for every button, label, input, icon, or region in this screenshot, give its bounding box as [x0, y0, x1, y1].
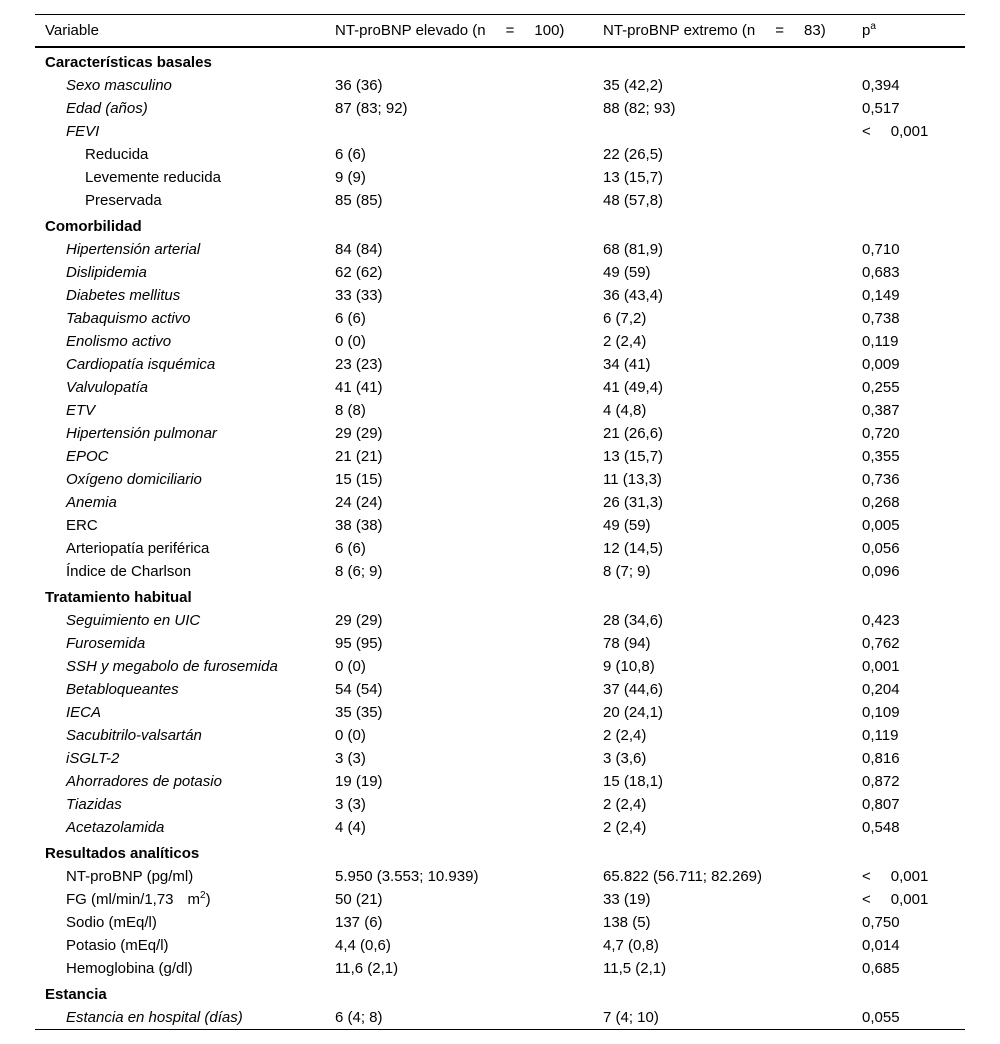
row-extremo-value: 4 (4,8)	[603, 402, 647, 419]
table-row	[35, 793, 965, 816]
section-header-row	[35, 212, 965, 238]
row-extremo-value	[593, 120, 852, 143]
row-elevado-value: 6 (4; 8)	[335, 1009, 383, 1026]
row-variable-unit: m	[187, 891, 201, 908]
row-extremo-value: 48 (57,8)	[603, 192, 664, 209]
row-p-value: 0,204	[862, 681, 900, 698]
row-p-value: 0,255	[862, 379, 900, 396]
table-row	[35, 816, 965, 839]
table-row	[35, 770, 965, 793]
row-elevado-value: 8 (8)	[335, 402, 366, 419]
row-variable: Oxígeno domiciliario	[66, 471, 202, 488]
row-variable: Potasio (mEq/l)	[66, 937, 169, 954]
table-row	[35, 445, 965, 468]
row-variable: NT-proBNP (pg/ml)	[66, 868, 194, 885]
section-title: Características basales	[45, 53, 212, 71]
row-variable: Tiazidas	[66, 796, 122, 813]
row-extremo-value: 41 (49,4)	[603, 379, 664, 396]
table-row	[35, 468, 965, 491]
row-p-value	[852, 120, 965, 143]
table-row	[35, 189, 965, 212]
table-row	[35, 701, 965, 724]
row-p-value: 0,109	[862, 704, 900, 721]
row-extremo-value: 8 (7; 9)	[603, 563, 651, 580]
row-variable: Hemoglobina (g/dl)	[66, 960, 193, 977]
row-extremo-value: 49 (59)	[603, 517, 651, 534]
row-elevado-value: 19 (19)	[335, 773, 383, 790]
row-elevado-value: 15 (15)	[335, 471, 383, 488]
table-row	[35, 307, 965, 330]
row-variable: ETV	[66, 402, 96, 419]
row-variable: Estancia en hospital (días)	[66, 1009, 243, 1026]
row-variable: Sacubitrilo-valsartán	[66, 727, 202, 744]
row-extremo-value: 49 (59)	[603, 264, 651, 281]
row-variable: EPOC	[66, 448, 109, 465]
table-row	[35, 353, 965, 376]
row-variable: Sexo masculino	[66, 77, 172, 94]
table-row	[35, 957, 965, 980]
row-elevado-value: 33 (33)	[335, 287, 383, 304]
row-variable: Furosemida	[66, 635, 146, 652]
section-header-row	[35, 47, 965, 74]
row-extremo-value: 11 (13,3)	[603, 471, 662, 488]
row-variable: Sodio (mEq/l)	[66, 914, 157, 931]
row-variable: FEVI	[66, 123, 100, 140]
row-p-value: 0,517	[862, 100, 900, 117]
row-extremo-value: 7 (4; 10)	[603, 1009, 659, 1026]
row-p-value	[852, 166, 965, 189]
row-elevado-value	[325, 120, 593, 143]
table-body	[35, 47, 965, 1030]
row-variable: Betabloqueantes	[66, 681, 179, 698]
section-header-row	[35, 980, 965, 1006]
row-elevado-value: 11,6 (2,1)	[335, 960, 399, 977]
row-p-value: 0,683	[862, 264, 900, 281]
table-row	[35, 560, 965, 583]
row-elevado-value: 0 (0)	[335, 658, 366, 675]
table-header	[35, 15, 965, 48]
row-p-value: 0,355	[862, 448, 900, 465]
row-elevado-value: 24 (24)	[335, 494, 383, 511]
row-p-value: 0,149	[862, 287, 900, 304]
header-elevado-n: 100)	[534, 22, 565, 39]
row-p-value: 0,009	[862, 356, 900, 373]
row-extremo-value: 20 (24,1)	[603, 704, 664, 721]
row-p-value: 0,268	[862, 494, 900, 511]
row-p-value: 0,710	[862, 241, 900, 258]
row-variable: Dislipidemia	[66, 264, 147, 281]
table-row	[35, 399, 965, 422]
p-value-number: 0,001	[890, 868, 929, 885]
row-elevado-value: 29 (29)	[335, 425, 383, 442]
row-variable: Reducida	[85, 146, 149, 163]
row-variable: Tabaquismo activo	[66, 310, 191, 327]
row-elevado-value: 41 (41)	[335, 379, 383, 396]
row-extremo-value: 26 (31,3)	[603, 494, 664, 511]
row-p-value: 0,872	[862, 773, 900, 790]
table-row	[35, 166, 965, 189]
comparison-table	[35, 14, 965, 1030]
row-p-value: 0,807	[862, 796, 900, 813]
table-row	[35, 934, 965, 957]
row-p-value: 0,685	[862, 960, 900, 977]
row-variable-label: FG (ml/min/1,73	[66, 891, 174, 908]
row-extremo-value: 34 (41)	[603, 356, 651, 373]
row-p-value: 0,736	[862, 471, 900, 488]
row-elevado-value: 29 (29)	[335, 612, 383, 629]
row-p-value: 0,750	[862, 914, 900, 931]
row-elevado-value: 54 (54)	[335, 681, 383, 698]
table-row	[35, 330, 965, 353]
row-variable: Acetazolamida	[66, 819, 165, 836]
row-elevado-value: 50 (21)	[335, 891, 383, 908]
table-row	[35, 514, 965, 537]
row-variable	[35, 888, 325, 911]
section-header-row	[35, 583, 965, 609]
row-p-value: 0,014	[862, 937, 900, 954]
row-elevado-value: 4,4 (0,6)	[335, 937, 391, 954]
row-variable: Índice de Charlson	[66, 563, 192, 580]
table-row	[35, 120, 965, 143]
row-variable: Seguimiento en UIC	[66, 612, 201, 629]
header-extremo-n: 83)	[804, 22, 826, 39]
table-row	[35, 143, 965, 166]
row-p-value	[852, 865, 965, 888]
header-extremo	[593, 15, 852, 48]
row-p-value: 0,119	[862, 727, 899, 744]
row-p-value: 0,056	[862, 540, 900, 557]
row-elevado-value: 137 (6)	[335, 914, 383, 931]
table-row	[35, 1006, 965, 1030]
row-extremo-value: 22 (26,5)	[603, 146, 664, 163]
row-elevado-value: 6 (6)	[335, 146, 366, 163]
p-value-number: 0,001	[890, 123, 929, 140]
table-row	[35, 678, 965, 701]
row-variable: Enolismo activo	[66, 333, 172, 350]
row-extremo-value: 2 (2,4)	[603, 796, 647, 813]
row-elevado-value: 35 (35)	[335, 704, 383, 721]
header-extremo-eq: =	[775, 22, 785, 39]
row-p-value: 0,738	[862, 310, 900, 327]
row-extremo-value: 12 (14,5)	[603, 540, 664, 557]
row-p-value: 0,005	[862, 517, 900, 534]
row-extremo-value: 35 (42,2)	[603, 77, 664, 94]
row-extremo-value: 13 (15,7)	[603, 448, 664, 465]
table-row	[35, 747, 965, 770]
row-extremo-value: 2 (2,4)	[603, 819, 647, 836]
row-extremo-value: 2 (2,4)	[603, 333, 647, 350]
table-row	[35, 724, 965, 747]
header-elevado	[325, 15, 593, 48]
row-elevado-value: 36 (36)	[335, 77, 383, 94]
row-extremo-value: 21 (26,6)	[603, 425, 664, 442]
table-row	[35, 865, 965, 888]
row-elevado-value: 21 (21)	[335, 448, 383, 465]
row-elevado-value: 8 (6; 9)	[335, 563, 383, 580]
row-extremo-value: 88 (82; 93)	[603, 100, 676, 117]
section-title: Tratamiento habitual	[45, 588, 192, 606]
row-p-value: 0,387	[862, 402, 900, 419]
row-extremo-value: 15 (18,1)	[603, 773, 664, 790]
header-row	[35, 15, 965, 48]
row-variable: IECA	[66, 704, 102, 721]
row-elevado-value: 23 (23)	[335, 356, 383, 373]
row-extremo-value: 37 (44,6)	[603, 681, 664, 698]
row-p-value: 0,720	[862, 425, 900, 442]
row-variable: Levemente reducida	[85, 169, 221, 186]
row-p-value: 0,816	[862, 750, 900, 767]
table-row	[35, 261, 965, 284]
row-variable: Hipertensión arterial	[66, 241, 201, 258]
row-variable: ERC	[66, 517, 98, 534]
row-elevado-value: 4 (4)	[335, 819, 366, 836]
table-row	[35, 632, 965, 655]
row-elevado-value: 95 (95)	[335, 635, 383, 652]
row-elevado-value: 3 (3)	[335, 750, 366, 767]
row-p-value: 0,119	[862, 333, 899, 350]
row-elevado-value: 87 (83; 92)	[335, 100, 408, 117]
row-extremo-value: 13 (15,7)	[603, 169, 664, 186]
row-variable: Cardiopatía isquémica	[66, 356, 216, 373]
row-elevado-value: 5.950 (3.553; 10.939)	[335, 868, 479, 885]
row-elevado-value: 85 (85)	[335, 192, 383, 209]
row-elevado-value: 0 (0)	[335, 727, 366, 744]
section-title: Comorbilidad	[45, 217, 142, 235]
row-extremo-value: 6 (7,2)	[603, 310, 647, 327]
header-elevado-eq: =	[505, 22, 515, 39]
table-row	[35, 537, 965, 560]
row-extremo-value: 33 (19)	[603, 891, 651, 908]
p-value-number: 0,001	[890, 891, 929, 908]
row-variable: Valvulopatía	[66, 379, 149, 396]
less-than-symbol: <	[862, 868, 871, 885]
row-variable: Edad (años)	[66, 100, 148, 117]
row-p-value	[852, 143, 965, 166]
results-table-container	[35, 14, 965, 1030]
row-extremo-value: 9 (10,8)	[603, 658, 655, 675]
table-row	[35, 911, 965, 934]
section-title: Resultados analíticos	[45, 844, 200, 862]
row-elevado-value: 0 (0)	[335, 333, 366, 350]
table-row	[35, 284, 965, 307]
row-extremo-value: 68 (81,9)	[603, 241, 664, 258]
section-title: Estancia	[45, 985, 107, 1003]
less-than-symbol: <	[862, 891, 871, 908]
row-variable: Ahorradores de potasio	[66, 773, 222, 790]
row-variable: SSH y megabolo de furosemida	[66, 658, 278, 675]
row-variable-sup: 2	[200, 890, 206, 901]
row-elevado-value: 84 (84)	[335, 241, 383, 258]
header-p	[852, 15, 965, 48]
row-extremo-value: 2 (2,4)	[603, 727, 647, 744]
row-extremo-value: 11,5 (2,1)	[603, 960, 667, 977]
row-extremo-value: 65.822 (56.711; 82.269)	[603, 868, 763, 885]
table-row	[35, 422, 965, 445]
header-extremo-label: NT-proBNP extremo (n	[603, 22, 756, 39]
row-variable: Hipertensión pulmonar	[66, 425, 217, 442]
row-elevado-value: 6 (6)	[335, 310, 366, 327]
row-p-value: 0,762	[862, 635, 900, 652]
section-header-row	[35, 839, 965, 865]
row-elevado-value: 38 (38)	[335, 517, 383, 534]
row-p-value	[852, 888, 965, 911]
table-row	[35, 609, 965, 632]
row-elevado-value: 62 (62)	[335, 264, 383, 281]
row-variable: Preservada	[85, 192, 162, 209]
row-variable-end: )	[205, 891, 211, 908]
header-p-base: p	[862, 22, 871, 39]
header-elevado-label: NT-proBNP elevado (n	[335, 22, 486, 39]
row-elevado-value: 6 (6)	[335, 540, 366, 557]
table-row	[35, 655, 965, 678]
less-than-symbol: <	[862, 123, 871, 140]
row-p-value: 0,394	[862, 77, 900, 94]
row-variable: Diabetes mellitus	[66, 287, 181, 304]
row-extremo-value: 4,7 (0,8)	[603, 937, 659, 954]
row-elevado-value: 9 (9)	[335, 169, 366, 186]
row-extremo-value: 78 (94)	[603, 635, 651, 652]
row-p-value: 0,548	[862, 819, 900, 836]
row-extremo-value: 28 (34,6)	[603, 612, 664, 629]
table-row	[35, 74, 965, 97]
row-p-value: 0,001	[862, 658, 900, 675]
table-row	[35, 491, 965, 514]
row-variable: iSGLT-2	[66, 750, 120, 767]
row-p-value	[852, 189, 965, 212]
row-elevado-value: 3 (3)	[335, 796, 366, 813]
row-extremo-value: 3 (3,6)	[603, 750, 647, 767]
header-variable: Variable	[45, 22, 99, 39]
table-row	[35, 97, 965, 120]
table-row	[35, 376, 965, 399]
header-p-sup: a	[870, 21, 876, 32]
row-p-value: 0,096	[862, 563, 900, 580]
row-extremo-value: 36 (43,4)	[603, 287, 664, 304]
table-row	[35, 888, 965, 911]
row-variable: Anemia	[66, 494, 117, 511]
row-variable: Arteriopatía periférica	[66, 540, 210, 557]
row-p-value: 0,055	[862, 1009, 900, 1026]
row-extremo-value: 138 (5)	[603, 914, 651, 931]
table-row	[35, 238, 965, 261]
row-p-value: 0,423	[862, 612, 900, 629]
